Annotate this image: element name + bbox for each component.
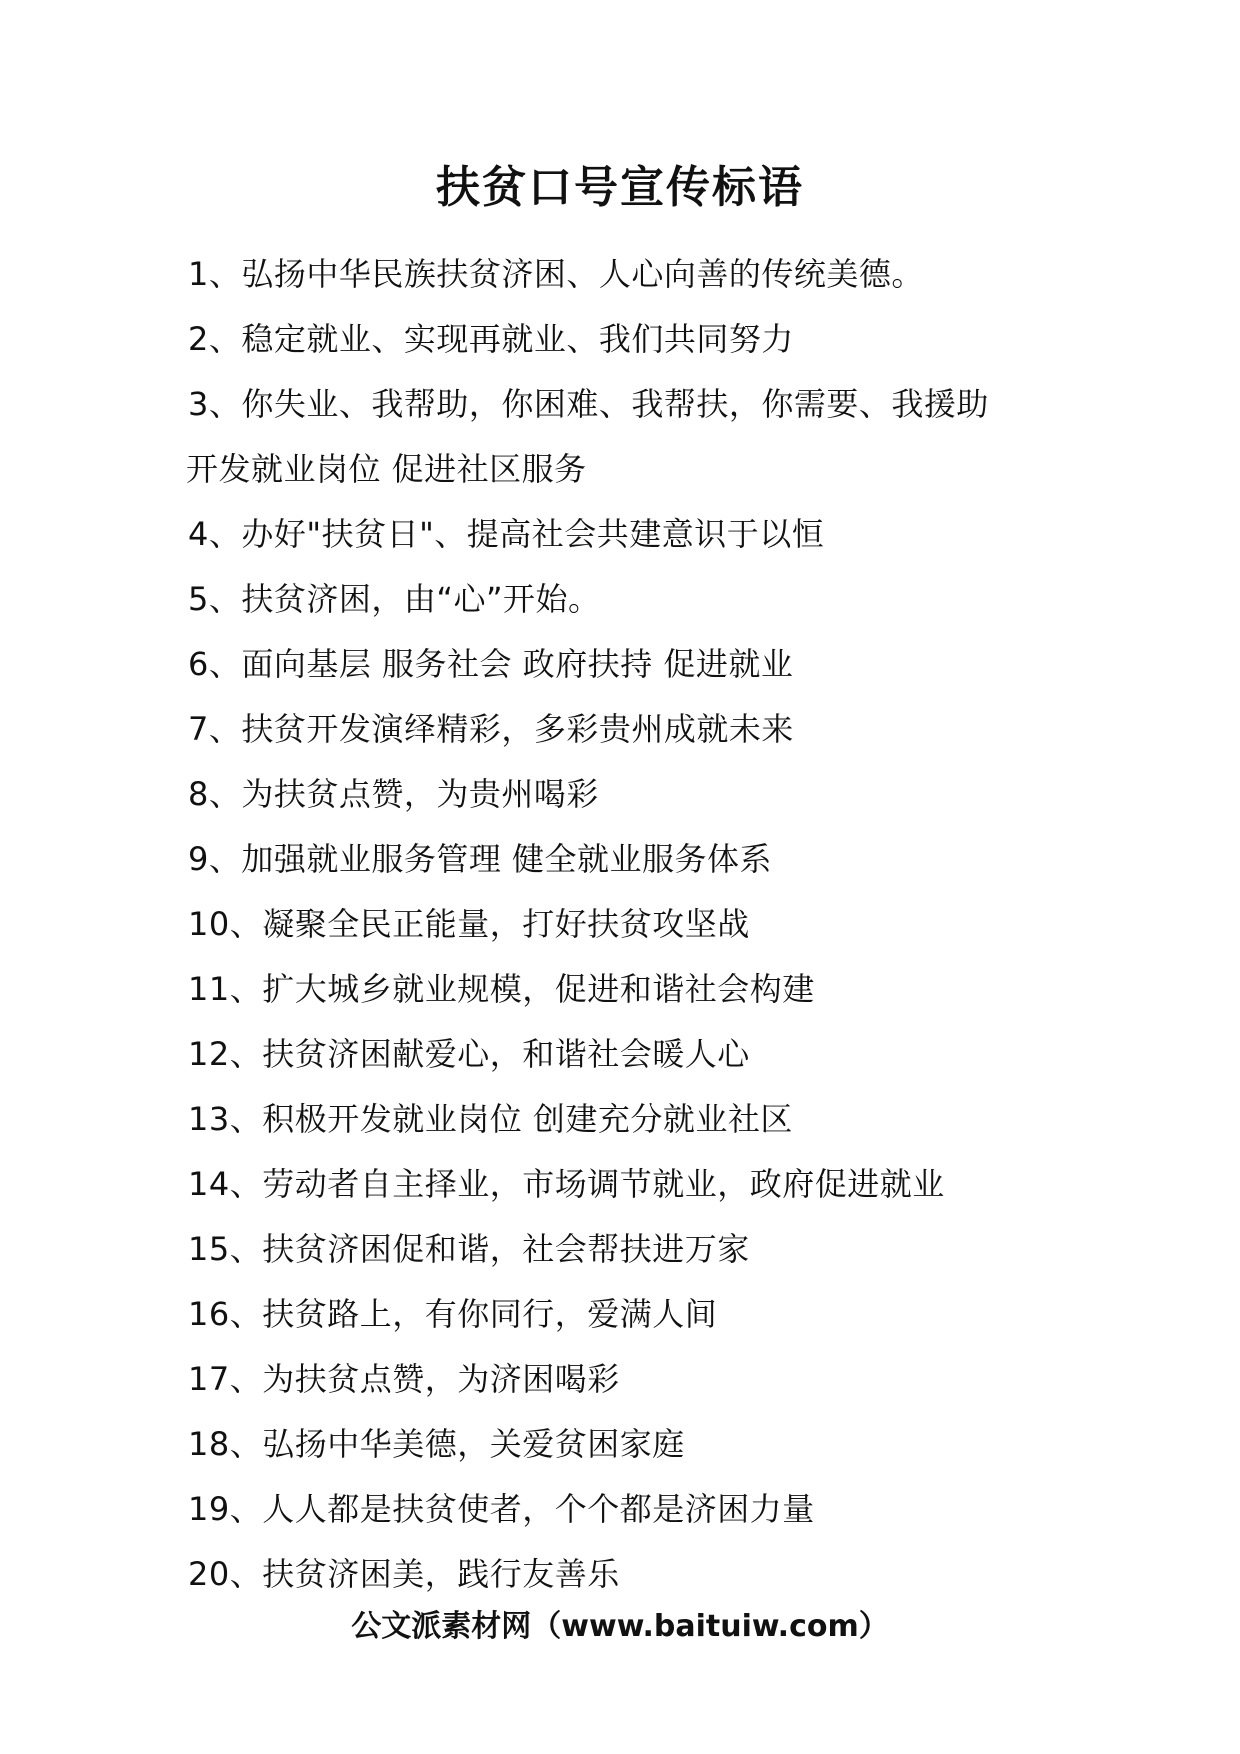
slogan-line-17: 17、为扶贫点赞，为济困喝彩 xyxy=(188,1360,620,1398)
slogan-line-3-continuation: 开发就业岗位 促进社区服务 xyxy=(186,450,587,488)
slogan-line-8: 8、为扶贫点赞，为贵州喝彩 xyxy=(188,775,599,813)
slogan-line-3: 3、你失业、我帮助，你困难、我帮扶，你需要、我援助 xyxy=(188,385,989,423)
slogan-line-1: 1、弘扬中华民族扶贫济困、人心向善的传统美德。 xyxy=(188,255,924,293)
slogan-line-20: 20、扶贫济困美，践行友善乐 xyxy=(188,1555,620,1593)
slogan-line-16: 16、扶贫路上，有你同行，爱满人间 xyxy=(188,1295,718,1333)
slogan-line-12: 12、扶贫济困献爱心，和谐社会暖人心 xyxy=(188,1035,750,1073)
slogan-line-19: 19、人人都是扶贫使者，个个都是济困力量 xyxy=(188,1490,815,1528)
slogan-line-10: 10、凝聚全民正能量，打好扶贫攻坚战 xyxy=(188,905,750,943)
slogan-line-5: 5、扶贫济困，由“心”开始。 xyxy=(188,580,601,618)
slogan-line-9: 9、加强就业服务管理 健全就业服务体系 xyxy=(188,840,773,878)
slogan-line-18: 18、弘扬中华美德，关爱贫困家庭 xyxy=(188,1425,685,1463)
slogan-line-2: 2、稳定就业、实现再就业、我们共同努力 xyxy=(188,320,794,358)
slogan-list xyxy=(188,242,1198,1607)
slogan-line-13: 13、积极开发就业岗位 创建充分就业社区 xyxy=(188,1100,793,1138)
source-footer: 公文派素材网（www.baituiw.com） xyxy=(351,1609,889,1644)
slogan-line-7: 7、扶贫开发演绎精彩，多彩贵州成就未来 xyxy=(188,710,794,748)
slogan-line-4: 4、办好"扶贫日"、提高社会共建意识于以恒 xyxy=(188,515,825,553)
slogan-line-6: 6、面向基层 服务社会 政府扶持 促进就业 xyxy=(188,645,794,683)
document-title: 扶贫口号宣传标语 xyxy=(436,162,804,213)
slogan-line-15: 15、扶贫济困促和谐，社会帮扶进万家 xyxy=(188,1230,750,1268)
slogan-line-11: 11、扩大城乡就业规模，促进和谐社会构建 xyxy=(188,970,815,1008)
slogan-line-14: 14、劳动者自主择业，市场调节就业，政府促进就业 xyxy=(188,1165,945,1203)
